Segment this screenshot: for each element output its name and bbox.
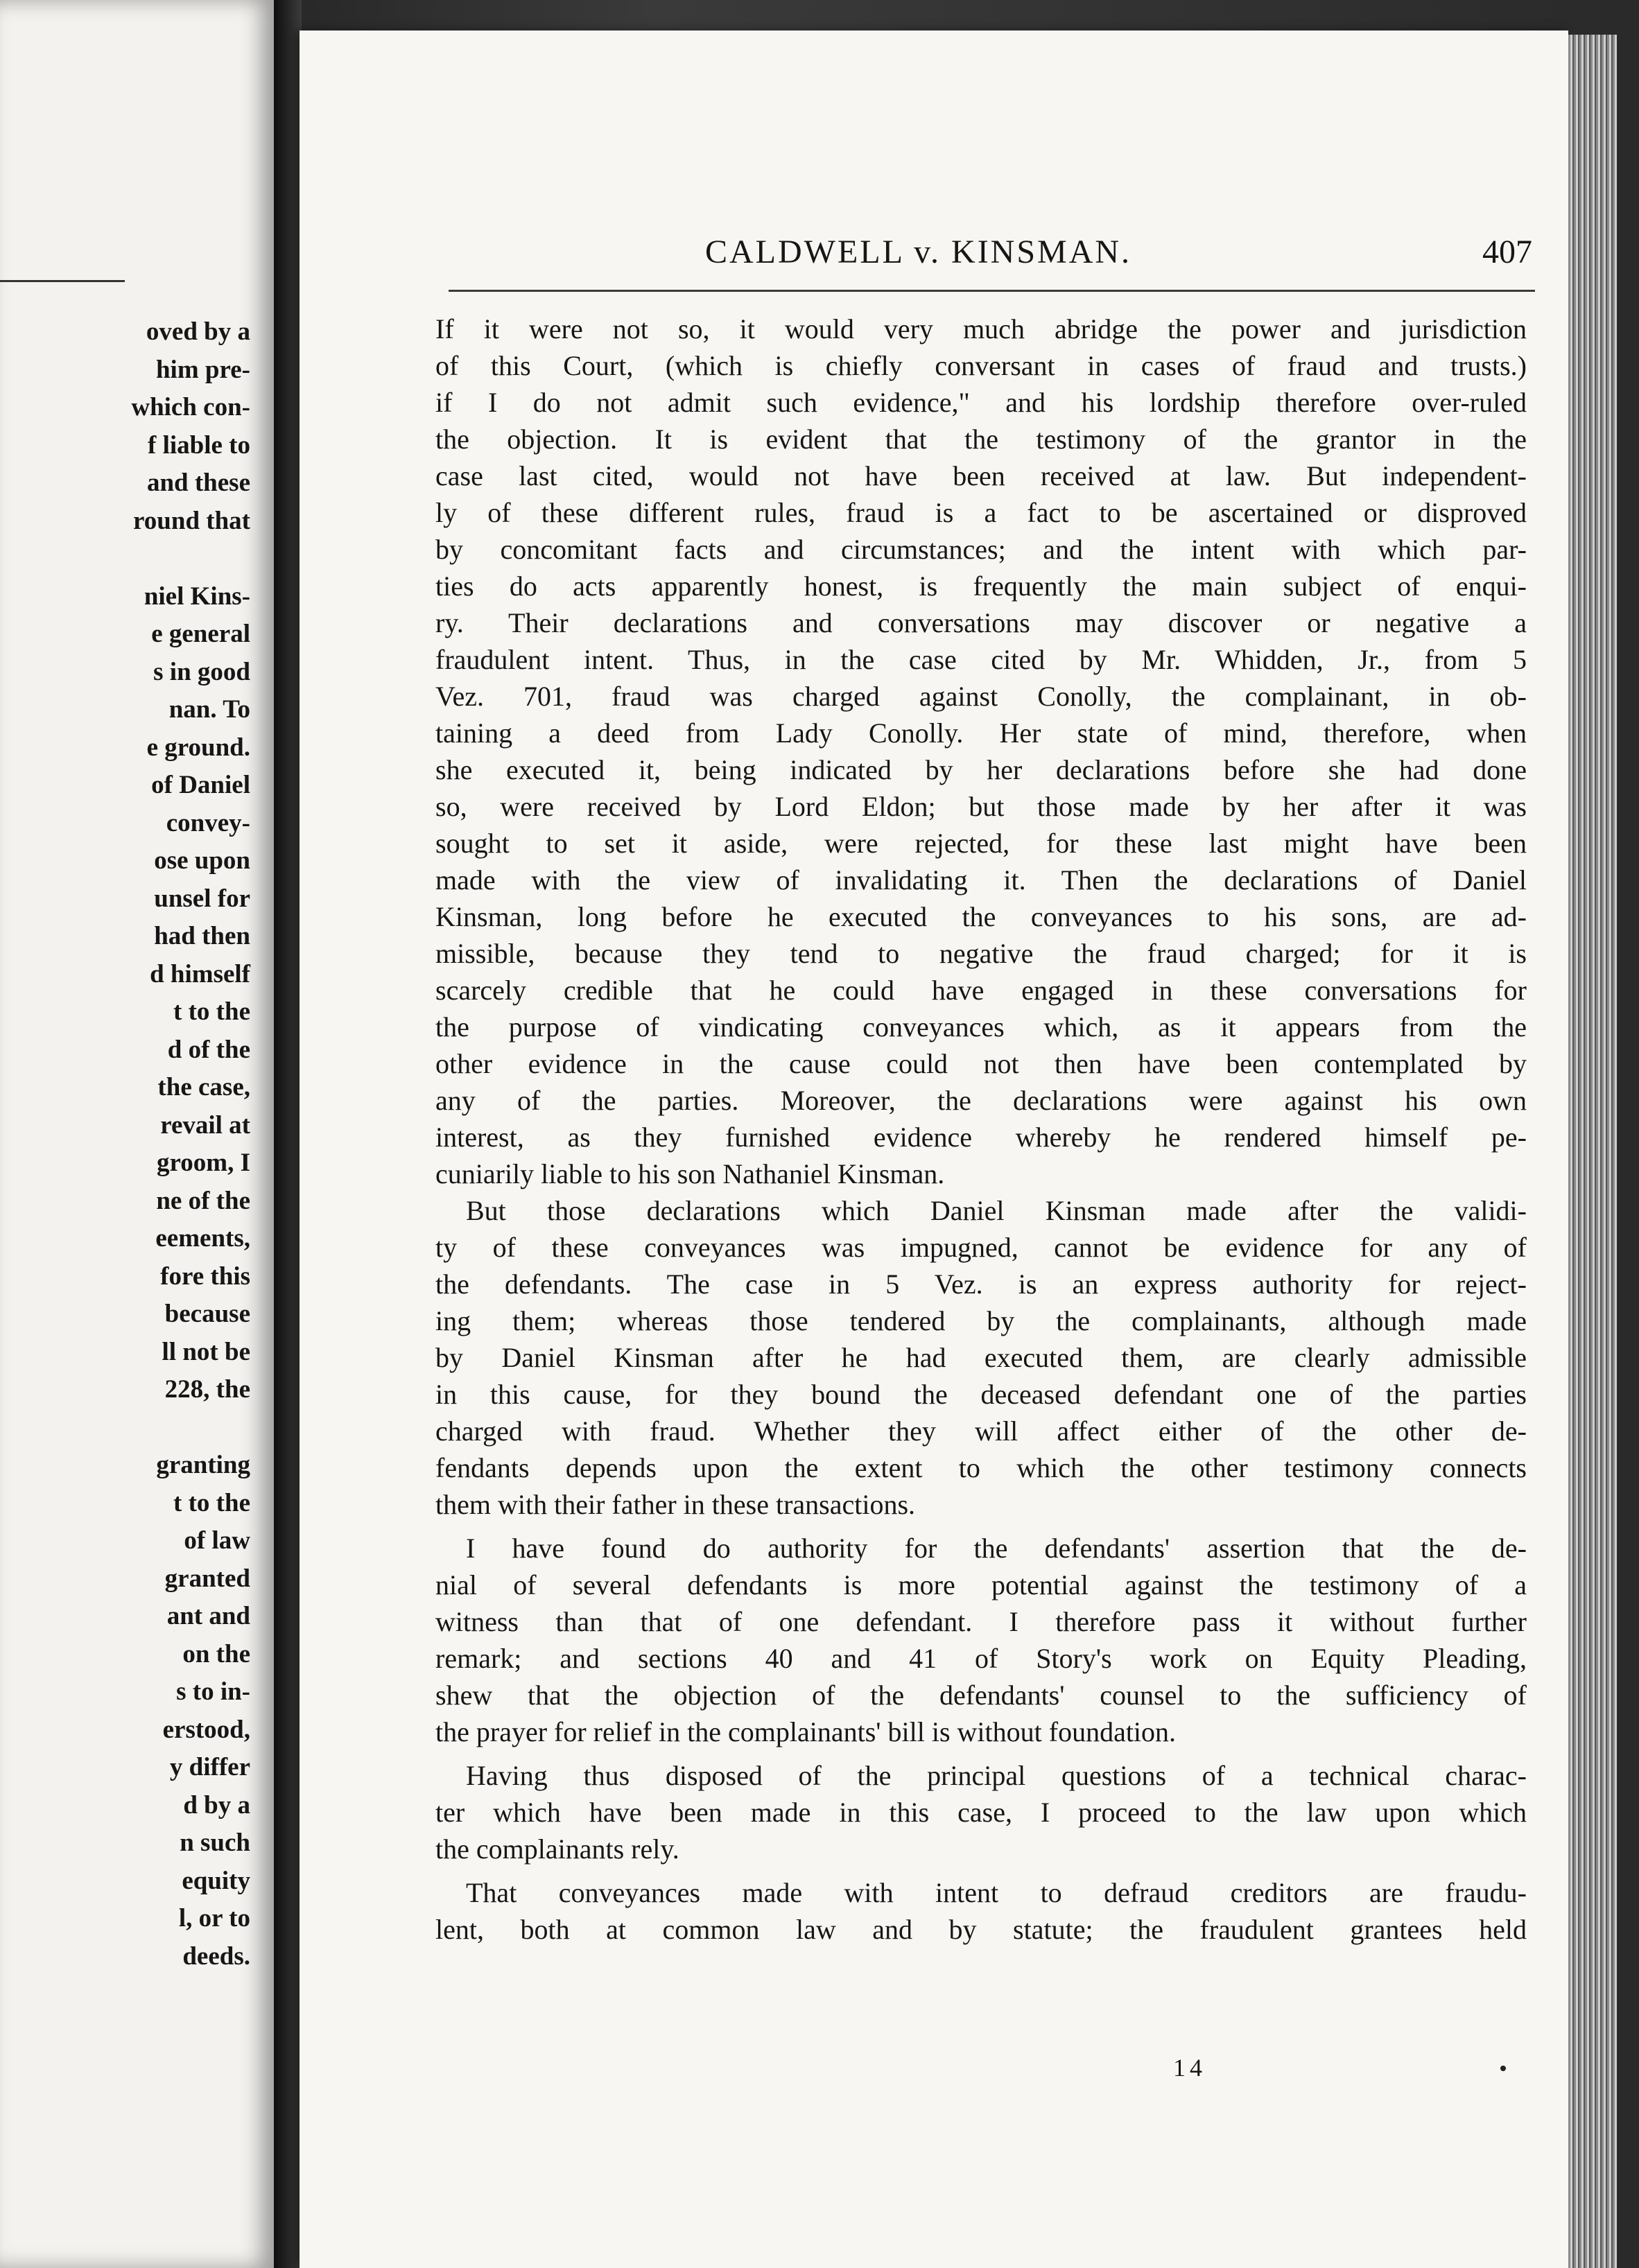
running-head xyxy=(300,233,1568,274)
book-gutter xyxy=(274,0,302,2268)
left-page-line: t to the xyxy=(173,997,250,1026)
text-line: nial of several defendants is more potential against the testimony of a xyxy=(435,1569,1527,1600)
left-page-line: granted xyxy=(164,1564,250,1593)
left-page-line: on the xyxy=(182,1639,250,1668)
text-line: the purpose of vindicating conveyances which, as it appears from the xyxy=(435,1011,1527,1043)
text-line: so, were received by Lord Eldon; but those made by her after it was xyxy=(435,791,1527,822)
left-page-line: ll not be xyxy=(162,1337,250,1366)
text-line: other evidence in the cause could not then have been contemplated by xyxy=(435,1048,1527,1079)
left-page-line xyxy=(131,1409,250,1447)
left-page-line: the case, xyxy=(157,1073,250,1101)
left-page-line: niel Kins- xyxy=(144,582,250,611)
text-line: charged with fraud. Whether they will affect either of the other de- xyxy=(435,1415,1527,1447)
left-page-line: fore this xyxy=(160,1262,250,1291)
text-line: the complainants rely. xyxy=(435,1833,679,1865)
text-line: scarcely credible that he could have engaged in these conversations for xyxy=(435,975,1527,1006)
left-page-line: granting xyxy=(156,1451,250,1479)
body-text xyxy=(435,311,1527,1948)
signature-mark: 14 xyxy=(1173,2054,1206,2082)
text-line: If it were not so, it would very much abridge the power and jurisdiction xyxy=(435,313,1527,344)
left-page-line: y differ xyxy=(169,1753,250,1781)
text-line: But those declarations which Daniel Kinsman made after the validi- xyxy=(466,1195,1527,1226)
left-page-line: and these xyxy=(146,469,250,497)
left-page-line: ose upon xyxy=(154,846,250,875)
text-line: Having thus disposed of the principal questions of a technical charac- xyxy=(466,1760,1527,1791)
text-line: them with their father in these transactions. xyxy=(435,1489,916,1520)
left-page-line: had then xyxy=(154,922,250,950)
text-line: the defendants. The case in 5 Vez. is an express authority for reject- xyxy=(435,1268,1527,1300)
left-page-line: round that xyxy=(133,506,250,535)
text-line: ter which have been made in this case, I proceed to the law upon which xyxy=(435,1797,1527,1828)
text-line: Vez. 701, fraud was charged against Conolly, the complainant, in ob- xyxy=(435,681,1527,712)
left-page-line: e ground. xyxy=(146,733,250,762)
left-page-line: which con- xyxy=(131,393,250,421)
text-line: missible, because they tend to negative the fraud charged; for it is xyxy=(435,938,1527,969)
text-line: ing them; whereas those tendered by the complainants, although made xyxy=(435,1305,1527,1336)
left-page-line: of law xyxy=(184,1526,250,1555)
left-page-line: d himself xyxy=(150,959,250,988)
text-line: Kinsman, long before he executed the conveyances to his sons, are ad- xyxy=(435,901,1527,932)
text-line: case last cited, would not have been received at law. But independent- xyxy=(435,460,1527,491)
text-line: sought to set it aside, were rejected, for these last might have been xyxy=(435,828,1527,859)
text-line: of this Court, (which is chiefly conversant in cases of fraud and trusts.) xyxy=(435,350,1527,381)
text-line: cuniarily liable to his son Nathaniel Kinsman. xyxy=(435,1158,945,1189)
text-line: interest, as they furnished evidence whereby he rendered himself pe- xyxy=(435,1122,1527,1153)
text-line: any of the parties. Moreover, the declarations were against his own xyxy=(435,1085,1527,1116)
left-page-line: d by a xyxy=(183,1790,250,1820)
left-page-line: s in good xyxy=(153,657,250,686)
left-page-line: because xyxy=(164,1300,250,1328)
text-line: remark; and sections 40 and 41 of Story's work on Equity Pleading, xyxy=(435,1643,1527,1674)
left-page-line: groom, I xyxy=(157,1149,250,1177)
left-page-line: ant and xyxy=(166,1602,250,1630)
text-line: ry. Their declarations and conversations may discover or negative a xyxy=(435,607,1527,638)
text-line: in this cause, for they bound the deceased defendant one of the parties xyxy=(435,1379,1527,1410)
left-page-line: deeds. xyxy=(182,1942,250,1971)
left-page-line: equity xyxy=(182,1866,250,1895)
left-page-line: unsel for xyxy=(154,884,250,913)
left-page-rule xyxy=(0,280,125,282)
text-line: by Daniel Kinsman after he had executed them, are clearly admissible xyxy=(435,1342,1527,1373)
left-page-line: f liable to xyxy=(148,430,250,460)
left-page-line: of Daniel xyxy=(151,771,250,799)
left-page-line: erstood, xyxy=(162,1715,250,1744)
left-page-line: l, or to xyxy=(178,1904,250,1933)
text-line: That conveyances made with intent to defraud creditors are fraudu- xyxy=(466,1877,1527,1908)
text-line: witness than that of one defendant. I therefore pass it without further xyxy=(435,1606,1527,1637)
page-number: 407 xyxy=(1482,234,1532,270)
text-line: made with the view of invalidating it. Then the declarations of Daniel xyxy=(435,864,1527,896)
text-line: she executed it, being indicated by her declarations before she had done xyxy=(435,754,1527,785)
text-line: I have found do authority for the defendants' assertion that the de- xyxy=(466,1533,1527,1564)
left-page-line: s to in- xyxy=(176,1677,250,1706)
left-page-line: ne of the xyxy=(156,1186,250,1215)
page-edges xyxy=(1568,35,1617,2268)
left-page-line: revail at xyxy=(160,1110,250,1140)
text-line: fendants depends upon the extent to which the other testimony connects xyxy=(435,1452,1527,1483)
text-line: by concomitant facts and circumstances; and the intent with which par- xyxy=(435,534,1527,565)
left-page-line: convey- xyxy=(166,808,250,837)
text-line: shew that the objection of the defendants' counsel to the sufficiency of xyxy=(435,1680,1527,1711)
main-page xyxy=(300,30,1568,2268)
text-line: ties do acts apparently honest, is frequently the main subject of enqui- xyxy=(435,570,1527,602)
text-line: lent, both at common law and by statute; the fraudulent grantees held xyxy=(435,1914,1527,1945)
left-page-line: 228, the xyxy=(164,1375,250,1404)
left-page-line xyxy=(131,540,250,578)
left-page-line: eements, xyxy=(155,1224,250,1253)
header-rule xyxy=(449,290,1535,292)
left-page-line: n such xyxy=(180,1829,250,1857)
text-line: the prayer for relief in the complainants' bill is without foundation. xyxy=(435,1716,1177,1747)
left-page-line: t to the xyxy=(173,1488,250,1517)
left-page-line: d of the xyxy=(167,1035,250,1064)
text-line: ty of these conveyances was impugned, cannot be evidence for any of xyxy=(435,1232,1527,1263)
text-line: if I do not admit such evidence," and his lordship therefore over-ruled xyxy=(435,387,1527,418)
text-line: ly of these different rules, fraud is a fact to be ascertained or disproved xyxy=(435,497,1527,528)
running-head-title: CALDWELL v. KINSMAN. xyxy=(705,234,1132,270)
left-page-line: oved by a xyxy=(146,317,250,346)
left-page-line: him pre- xyxy=(155,355,250,384)
text-line: the objection. It is evident that the testimony of the grantor in the xyxy=(435,424,1527,455)
left-page-line: nan. To xyxy=(168,695,250,724)
text-line: fraudulent intent. Thus, in the case cited by Mr. Whidden, Jr., from 5 xyxy=(435,644,1527,675)
left-page-text xyxy=(131,313,250,1975)
left-facing-page xyxy=(0,0,274,2268)
speck xyxy=(1500,2066,1506,2071)
text-line: taining a deed from Lady Conolly. Her state of mind, therefore, when xyxy=(435,717,1527,749)
left-page-line: e general xyxy=(151,620,250,648)
